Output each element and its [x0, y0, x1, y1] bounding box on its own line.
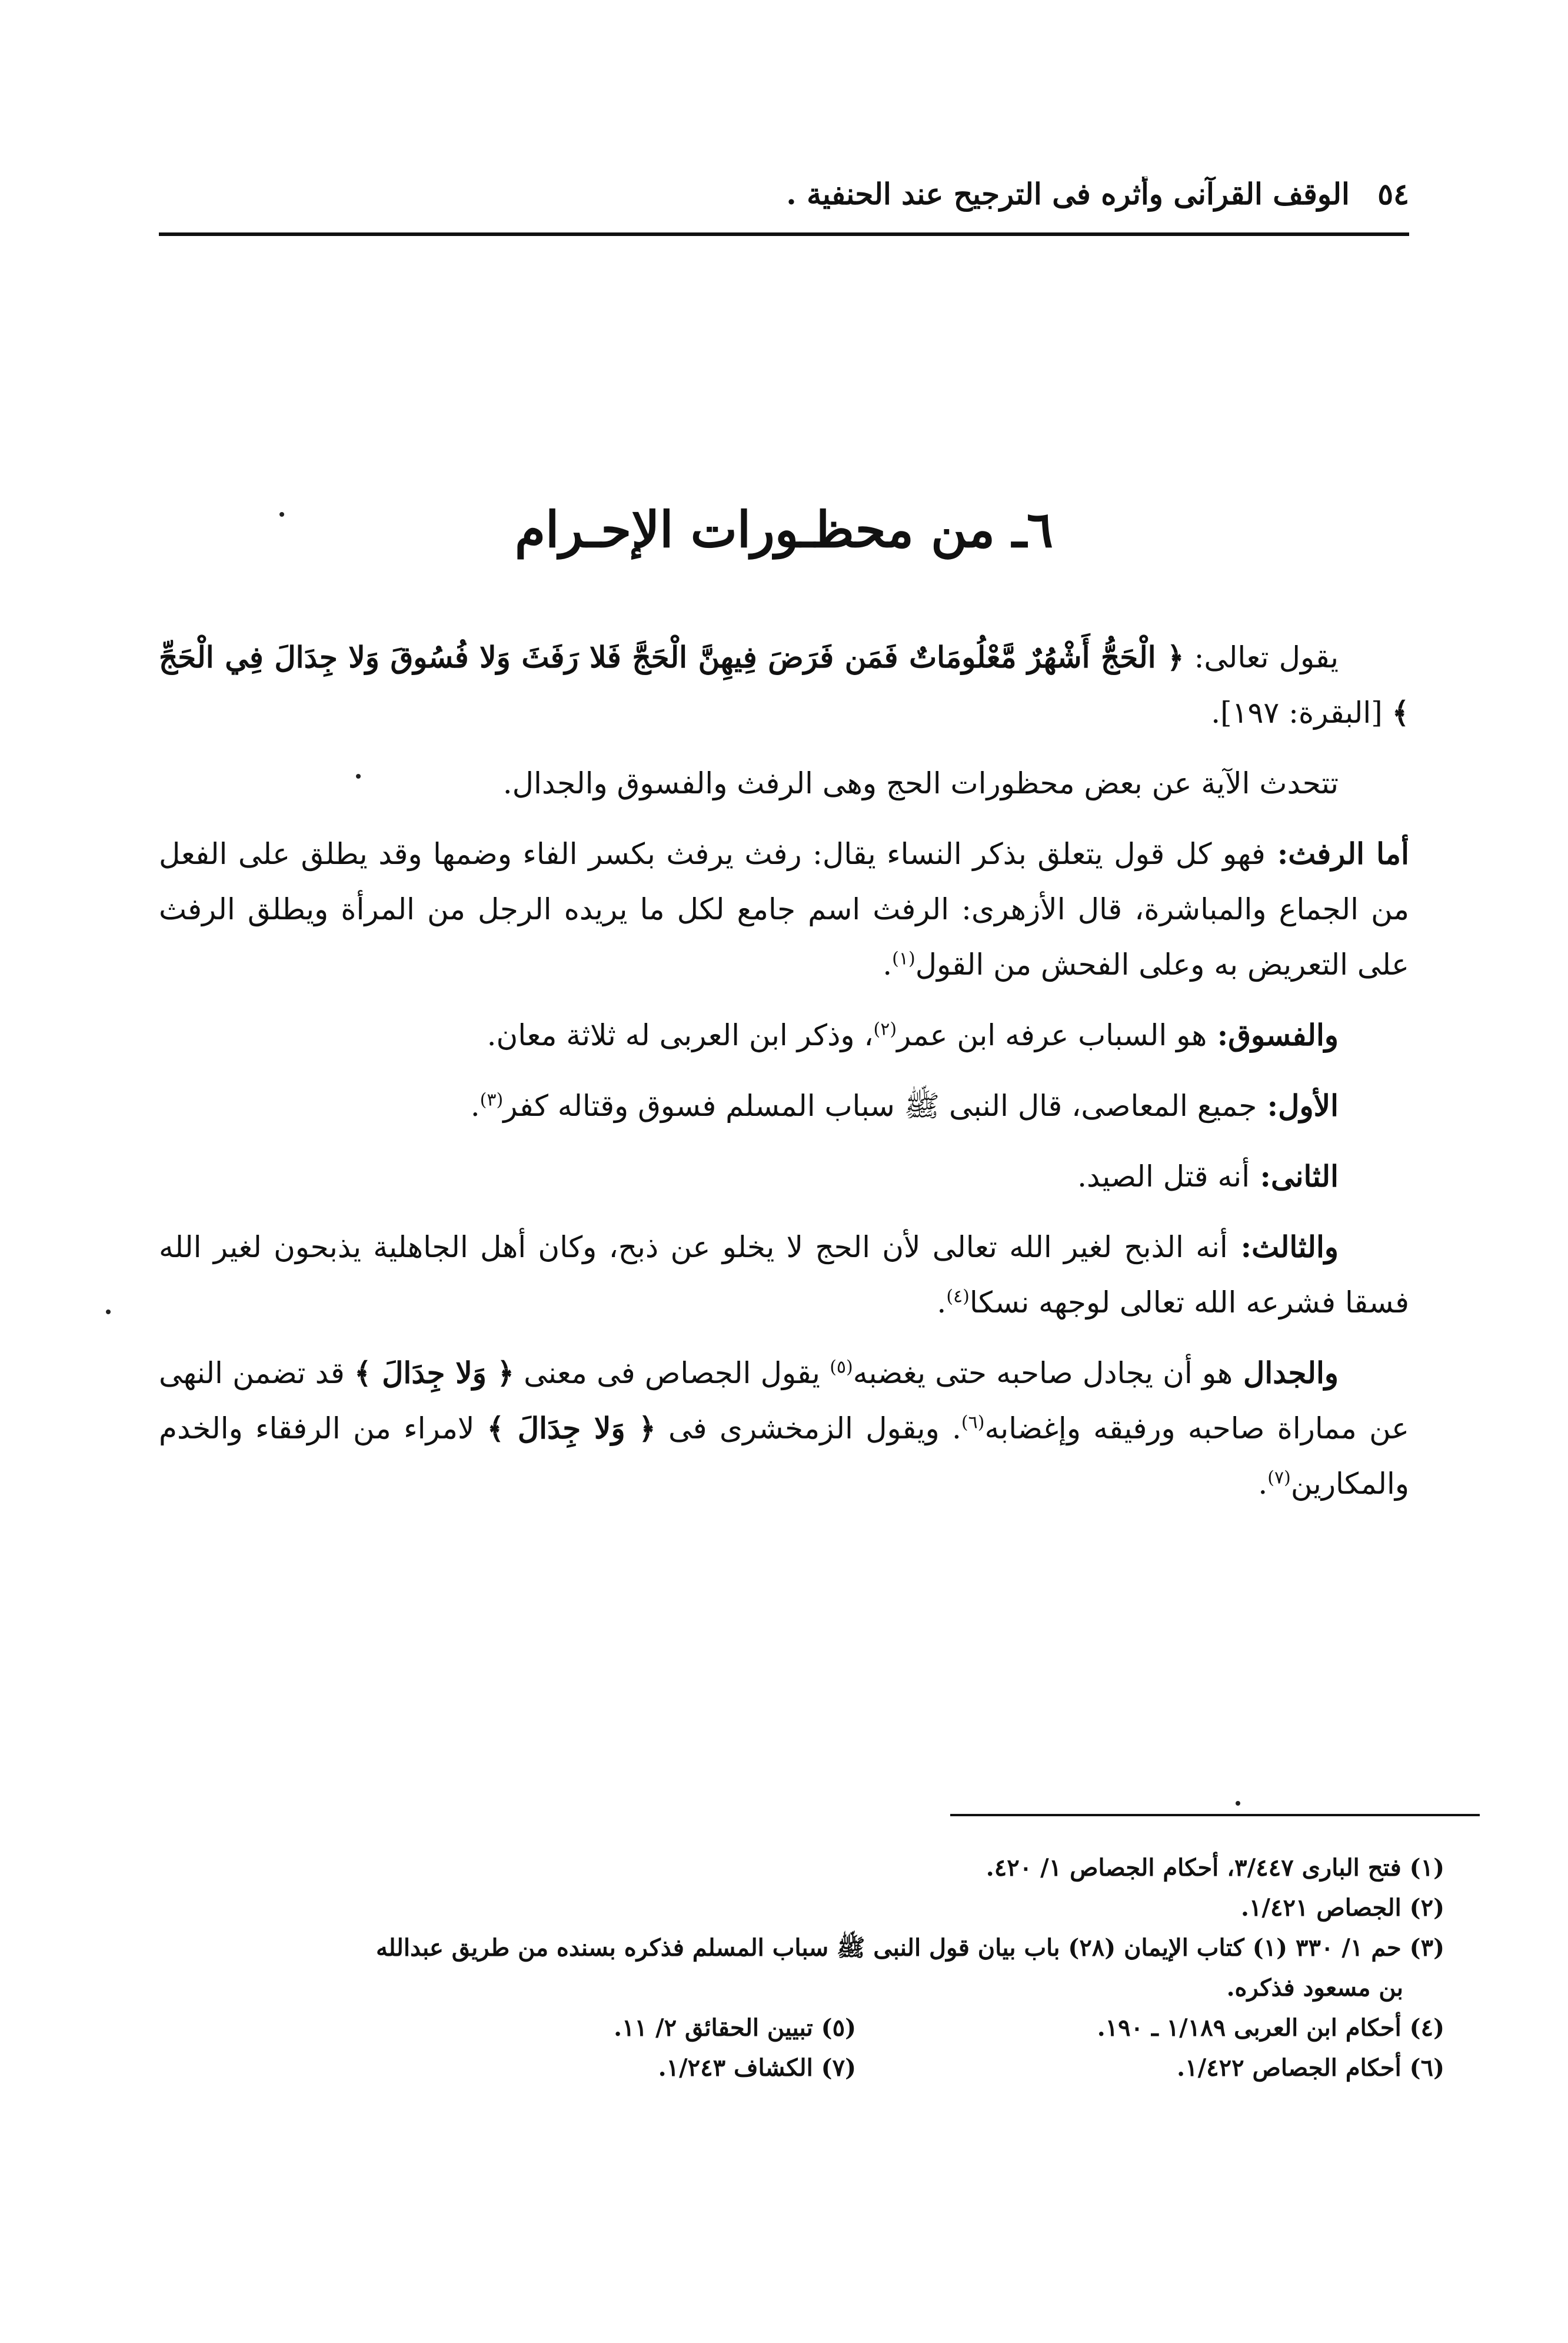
footnote-ref-5[interactable]: (٥)	[830, 1357, 853, 1378]
scan-speck	[356, 774, 361, 779]
paragraph-second	[159, 1149, 1409, 1204]
paragraph-third: والثالث: أنه الذبح لغير الله تعالى لأن الحج لا يخلو عن ذبح، وكان أهل الجاهلية يذبحون لغير الله فسقا فشرعه الله تعالى لوجهه نسكا$^{(٤)}$.	[159, 1229, 1409, 1320]
footnote-2: (٢) الجصاص ١/٤٢١.	[1240, 1894, 1444, 1922]
jidal-text-c: قد تضمن النهى عن مماراة صاحبه ورفيقه وإغضابه	[159, 1356, 1410, 1445]
verse-citation: [البقرة: ١٩٧].	[1211, 696, 1392, 730]
footnote-1: (١) فتح البارى ٣/٤٤٧، أحكام الجصاص ١/ ٤٢٠.	[986, 1854, 1444, 1882]
footnote-row-6-7	[159, 2048, 1444, 2088]
footnote-ref-4[interactable]: (٤)	[946, 1286, 970, 1307]
section-title: ٦ـ من محظـورات الإحـرام	[515, 500, 1053, 559]
footnote-ref-6[interactable]: (٦)	[961, 1412, 985, 1433]
footnote-7: (٧) الكشاف ١/٢٤٣.	[658, 2054, 856, 2082]
jidal-text-b: يقول الجصاص فى معنى	[514, 1356, 830, 1390]
jidal-text-a: هو أن يجادل صاحبه حتى يغضبه	[853, 1356, 1233, 1390]
quran-verse: ﴿ الْحَجُّ أَشْهُرٌ مَّعْلُومَاتٌ فَمَن فَرَضَ فِيهِنَّ الْحَجَّ فَلا رَفَثَ وَلا فُسُوقَ وَلا جِدَالَ فِي الْحَجِّ ﴾	[159, 640, 1409, 730]
third-text: أنه الذبح لغير الله تعالى لأن الحج لا يخلو عن ذبح، وكان أهل الجاهلية يذبحون لغير الله فسقا فشرعه الله تعالى لوجهه نسكا	[159, 1230, 1409, 1320]
footnotes	[159, 1848, 1444, 2088]
first-text: جميع المعاصى، قال النبى ﷺ سباب المسلم فسوق وقتاله كفر	[503, 1089, 1257, 1123]
footnote-5: (٥) تبيين الحقائق ٢/ ١١.	[614, 2014, 856, 2042]
quran-phrase-2: ﴿ وَلا جِدَالَ ﴾	[487, 1411, 656, 1445]
term-fusuq: والفسوق:	[1207, 1018, 1339, 1052]
term-rafath: أما الرفث:	[1265, 836, 1409, 871]
term-jidal: والجدال	[1233, 1355, 1339, 1390]
term-third: والثالث:	[1227, 1229, 1339, 1264]
verse-intro: يقول تعالى:	[1184, 640, 1339, 674]
footnote-ref-3[interactable]: (٣)	[480, 1089, 504, 1111]
footnote-ref-2[interactable]: (٢)	[873, 1019, 897, 1040]
footnote-ref-7[interactable]: (٧)	[1267, 1467, 1291, 1488]
footnote-row-4-5	[159, 2008, 1444, 2048]
paragraph-fusuq	[159, 1008, 1409, 1063]
running-title: الوقف القرآنى وأثره فى الترجيح عند الحنفية .	[786, 177, 1350, 211]
jidal-text-d: . ويقول الزمخشرى فى	[655, 1411, 961, 1445]
footnote-3-continuation: بن مسعود فذكره.	[1226, 1974, 1403, 2002]
quran-phrase-1: ﴿ وَلا جِدَالَ ﴾	[354, 1355, 514, 1390]
scan-speck	[1236, 1801, 1240, 1806]
scan-speck	[279, 512, 284, 517]
paragraph-jidal: والجدال هو أن يجادل صاحبه حتى يغضبه$^{(٥)}$ يقول الجصاص فى معنى ﴿ وَلا جِدَالَ ﴾ قد تضمن النهى عن مماراة صاحبه ورفيقه وإغضابه$^{(٦)}$. ويقول الزمخشرى فى ﴿ وَلا جِدَالَ ﴾ لامراء من الرفقاء والخدم والمكارين$^{(٧)}$.	[159, 1355, 1410, 1501]
second-text: أنه قتل الصيد.	[1077, 1159, 1250, 1194]
footnote-3: (٣) حم ١/ ٣٣٠ (١) كتاب الإيمان (٢٨) باب بيان قول النبى ﷺ سباب المسلم فذكره بسنده من طريق عبدالله	[375, 1934, 1444, 1962]
scan-speck	[106, 1310, 111, 1314]
body-text	[159, 630, 1409, 1527]
page-number: ٥٤	[1377, 177, 1409, 211]
jidal-text-e: لامراء من الرفقاء والخدم والمكارين	[159, 1411, 1409, 1501]
term-second: الثانى:	[1250, 1159, 1339, 1194]
footnote-6: (٦) أحكام الجصاص ١/٤٢٢.	[1177, 2054, 1444, 2082]
footnote-4: (٤) أحكام ابن العربى ١/١٨٩ ـ ١٩٠.	[1097, 2014, 1444, 2042]
paragraph-first: الأول: جميع المعاصى، قال النبى ﷺ سباب المسلم فسوق وقتاله كفر$^{(٣)}$.	[470, 1088, 1339, 1123]
fusuq-text-a: هو السباب عرفه ابن عمر	[897, 1018, 1207, 1052]
footnote-separator	[950, 1814, 1480, 1816]
running-header	[159, 177, 1409, 212]
verse-paragraph	[159, 630, 1409, 740]
paragraph-rafath: أما الرفث: فهو كل قول يتعلق بذكر النساء يقال: رفث يرفث بكسر الفاء وضمها وقد يطلق على الفعل من الجماع والمباشرة، قال الأزهرى: الرفث اسم جامع لكل ما يريده الرجل من المرأة ويطلق الرفث على التعريض به وعلى الفحش من القول$^{(١)}$.	[159, 836, 1410, 982]
rafath-text: فهو كل قول يتعلق بذكر النساء يقال: رفث يرفث بكسر الفاء وضمها وقد يطلق على الفعل من الجماع والمباشرة، قال الأزهرى: الرفث اسم جامع لكل ما يريده الرجل من المرأة ويطلق الرفث على التعريض به وعلى الفحش من القول	[159, 837, 1410, 982]
paragraph-intro: تتحدث الآية عن بعض محظورات الحج وهى الرفث والفسوق والجدال.	[502, 766, 1339, 800]
header-rule	[159, 232, 1409, 236]
footnote-ref-1[interactable]: (١)	[892, 948, 916, 969]
term-first: الأول:	[1257, 1088, 1339, 1123]
fusuq-text-b: ، وذكر ابن العربى له ثلاثة معان.	[487, 1018, 874, 1052]
